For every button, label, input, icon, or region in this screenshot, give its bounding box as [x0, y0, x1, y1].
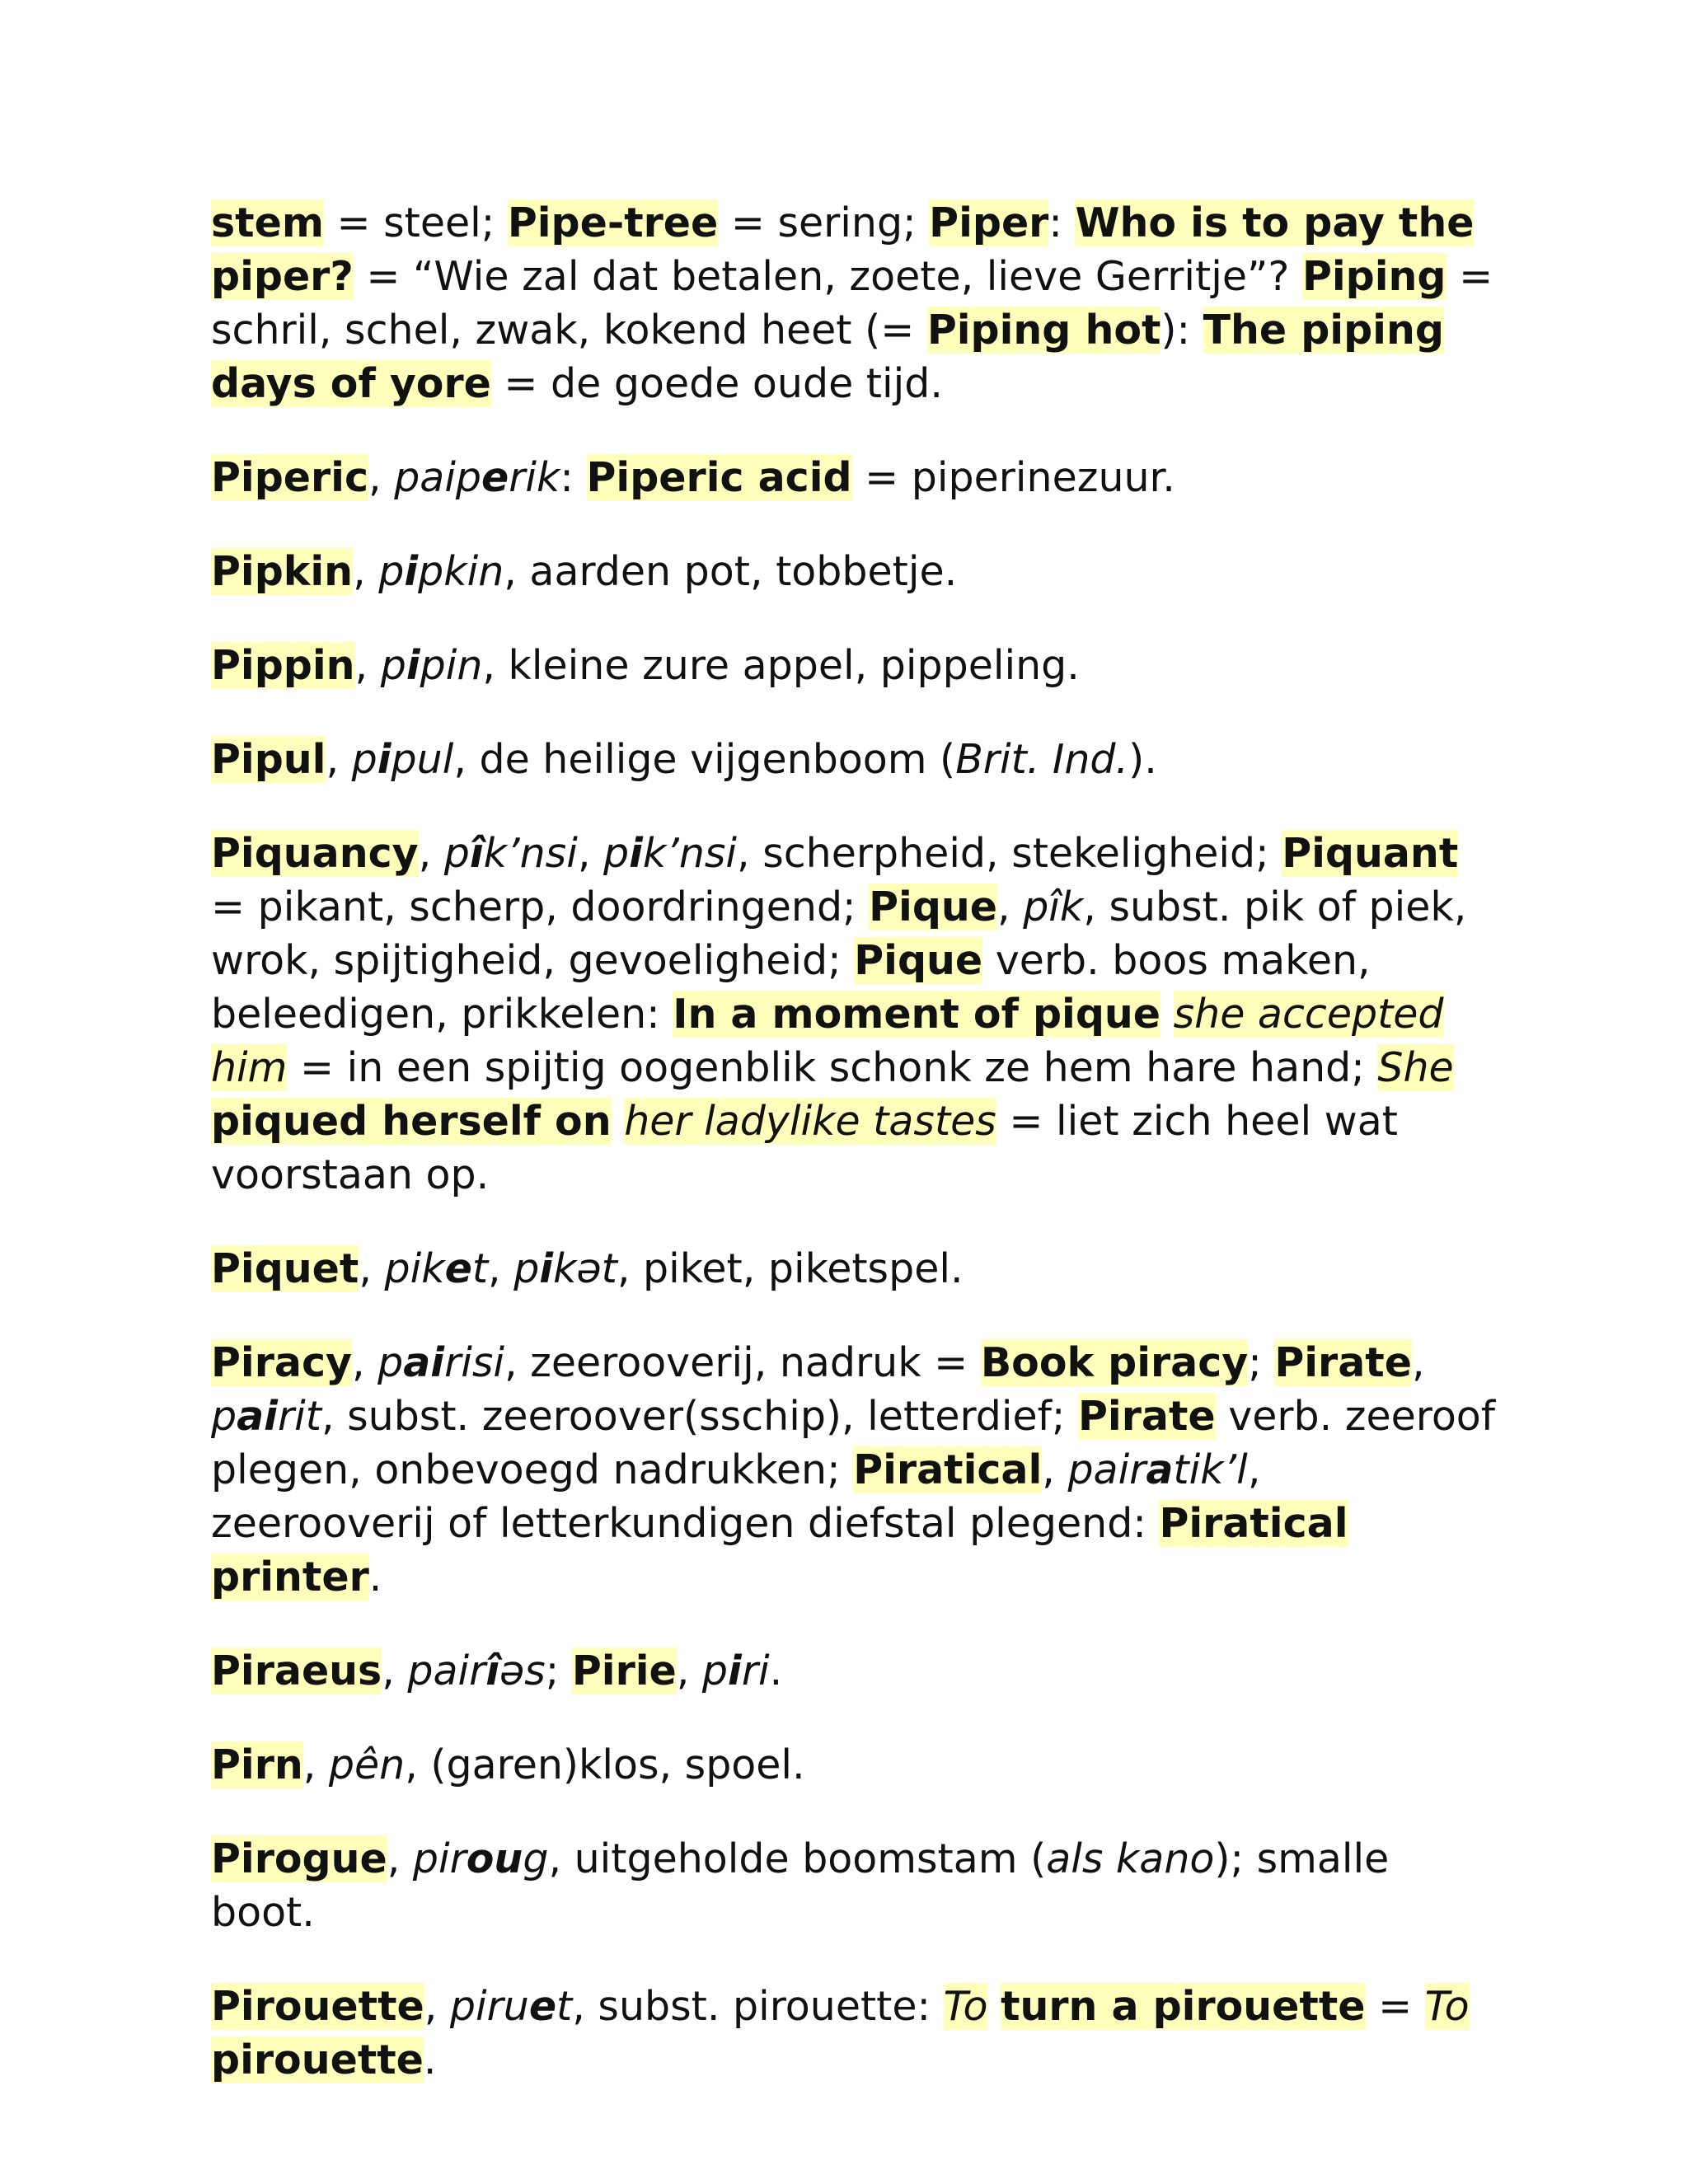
- pronunciation: risi: [444, 1339, 504, 1386]
- pronunciation: Brit. Ind.: [955, 736, 1129, 783]
- text-run: ,: [326, 736, 352, 783]
- text-run: , subst. pirouette:: [572, 1983, 944, 2030]
- headword: Book piracy: [980, 1339, 1249, 1386]
- headword: The piping days of yore: [211, 307, 1444, 407]
- text-run: = schril, schel, zwak, kokend heet (=: [211, 253, 1493, 354]
- pronunciation: əs: [499, 1647, 546, 1694]
- pronunciation: rit: [277, 1393, 321, 1440]
- entry-piquet: [211, 1242, 1497, 1296]
- text-run: ,: [368, 454, 395, 501]
- text-run: verb. zeeroof plegen, onbevoegd nadrukken;: [211, 1393, 1496, 1493]
- entry-piracy: [211, 1336, 1497, 1604]
- headword: Piquant: [1282, 830, 1459, 877]
- entry-pirouette: [211, 1980, 1497, 2087]
- text-run: , zeerooverij of letterkundigen diefstal plegend:: [211, 1446, 1261, 1547]
- pronunciation: ai: [403, 1339, 445, 1386]
- pronunciation: g: [523, 1835, 549, 1882]
- pronunciation: pik: [384, 1245, 445, 1292]
- pronunciation: p: [378, 548, 405, 595]
- headword: turn a pirouette: [1001, 1983, 1366, 2030]
- entry-pippin: [211, 639, 1497, 692]
- headword: Pirate: [1274, 1339, 1412, 1386]
- text-run: = pikant, scherp, doordringend;: [211, 883, 870, 930]
- entry-pipul: [211, 733, 1497, 786]
- headword: Piracy: [211, 1339, 352, 1386]
- text-run: ); smalle boot.: [211, 1835, 1390, 1936]
- headword: Pirn: [211, 1741, 303, 1788]
- pronunciation: i: [377, 736, 392, 783]
- text-run: , subst. zeeroover(sschip), letterdief;: [321, 1393, 1079, 1440]
- pronunciation: ou: [466, 1835, 523, 1882]
- example-italic: To: [943, 1983, 988, 2030]
- pronunciation: ri: [741, 1647, 770, 1694]
- text-run: , uitgeholde boomstam (: [548, 1835, 1047, 1882]
- text-run: [612, 1098, 625, 1145]
- pronunciation: e: [481, 454, 509, 501]
- text-run: ,: [577, 830, 603, 877]
- text-run: ,: [676, 1647, 702, 1694]
- headword: Piquet: [211, 1245, 359, 1292]
- entry-pipkin: [211, 545, 1497, 598]
- text-run: ).: [1128, 736, 1157, 783]
- pronunciation: i: [539, 1245, 554, 1292]
- pronunciation: e: [444, 1245, 472, 1292]
- pronunciation: piru: [449, 1983, 529, 2030]
- pronunciation: i: [404, 548, 419, 595]
- pronunciation: p: [701, 1647, 729, 1694]
- headword: Pipul: [211, 736, 326, 783]
- pronunciation: pir: [412, 1835, 467, 1882]
- text-run: ):: [1160, 307, 1203, 354]
- headword: Piraeus: [211, 1647, 382, 1694]
- text-run: [987, 1983, 1001, 2030]
- text-run: ,: [353, 548, 379, 595]
- headword: Piratical printer: [211, 1500, 1348, 1601]
- pronunciation: t: [556, 1983, 573, 2030]
- text-run: , scherpheid, stekeligheid;: [737, 830, 1282, 877]
- pronunciation: t: [471, 1245, 489, 1292]
- entry-piquancy: [211, 827, 1497, 1202]
- text-run: [1160, 991, 1174, 1038]
- headword: piqued herself on: [211, 1098, 612, 1145]
- pronunciation: i: [629, 830, 643, 877]
- text-run: ,: [302, 1741, 329, 1788]
- text-run: = “Wie zal dat betalen, zoete, lieve Gerritje”?: [353, 253, 1302, 300]
- entry-pirogue: [211, 1832, 1497, 1939]
- headword: Pirie: [571, 1647, 677, 1694]
- text-run: .: [368, 1554, 382, 1601]
- headword: Pirouette: [211, 1983, 424, 2030]
- text-run: ,: [387, 1835, 413, 1882]
- text-run: ,: [424, 1983, 450, 2030]
- pronunciation: p: [380, 642, 406, 689]
- text-run: ,: [354, 642, 381, 689]
- pronunciation: pkin: [418, 548, 504, 595]
- entry-piraeus: [211, 1644, 1497, 1698]
- headword: Piperic acid: [586, 454, 852, 501]
- pronunciation: ai: [237, 1393, 278, 1440]
- pronunciation: pair: [407, 1647, 486, 1694]
- pronunciation: i: [406, 642, 420, 689]
- pronunciation: pîk: [1023, 883, 1084, 930]
- text-run: .: [423, 2036, 437, 2083]
- pronunciation: pên: [328, 1741, 406, 1788]
- example-italic: she accepted him: [211, 991, 1444, 1091]
- entry-piperic: [211, 451, 1497, 504]
- dictionary-page: [211, 196, 1497, 2127]
- text-run: ,: [359, 1245, 385, 1292]
- text-run: , piket, piketspel.: [617, 1245, 964, 1292]
- text-run: verb. boos maken, beleedigen, prikkelen:: [211, 937, 1371, 1038]
- text-run: =: [1365, 1983, 1425, 2030]
- example-italic: To: [1424, 1983, 1470, 2030]
- text-run: ,: [418, 830, 444, 877]
- pronunciation: rik: [509, 454, 560, 501]
- headword: Who is to pay the piper?: [211, 199, 1475, 300]
- pronunciation: pin: [420, 642, 483, 689]
- headword: Pique: [869, 883, 998, 930]
- headword: pirouette: [211, 2036, 424, 2083]
- headword: stem: [211, 199, 324, 246]
- text-run: , zeerooverij, nadruk =: [504, 1339, 981, 1386]
- pronunciation: p: [351, 736, 377, 783]
- text-run: , kleine zure appel, pippeling.: [482, 642, 1080, 689]
- pronunciation: i: [728, 1647, 742, 1694]
- pronunciation: î: [485, 1647, 500, 1694]
- text-run: , subst. pik of piek, wrok, spijtigheid, gevoeligheid;: [211, 883, 1467, 984]
- text-run: ,: [1411, 1339, 1425, 1386]
- example-italic: her ladylike tastes: [624, 1098, 996, 1145]
- pronunciation: p: [513, 1245, 540, 1292]
- headword: Piratical: [853, 1446, 1043, 1493]
- headword: Pirogue: [211, 1835, 387, 1882]
- text-run: = steel;: [323, 199, 508, 246]
- text-run: ,: [488, 1245, 514, 1292]
- entry-pipe-stem: [211, 196, 1497, 410]
- pronunciation: a: [1146, 1446, 1174, 1493]
- headword: Pippin: [211, 642, 355, 689]
- text-run: ;: [1248, 1339, 1275, 1386]
- text-run: ,: [1042, 1446, 1068, 1493]
- pronunciation: k’nsi: [483, 830, 578, 877]
- text-run: = sering;: [718, 199, 930, 246]
- pronunciation: kət: [553, 1245, 617, 1292]
- pronunciation: k’nsi: [642, 830, 738, 877]
- headword: Pipkin: [211, 548, 354, 595]
- text-run: ,: [351, 1339, 378, 1386]
- text-run: = liet zich heel wat voorstaan op.: [211, 1098, 1398, 1198]
- text-run: , aarden pot, tobbetje.: [504, 548, 958, 595]
- text-run: = piperinezuur.: [851, 454, 1175, 501]
- pronunciation: p: [603, 830, 630, 877]
- text-run: = de goede oude tijd.: [490, 360, 943, 407]
- text-run: :: [560, 454, 587, 501]
- pronunciation: pul: [391, 736, 454, 783]
- pronunciation: p: [443, 830, 470, 877]
- headword: Piping: [1301, 253, 1447, 300]
- pronunciation: p: [211, 1393, 237, 1440]
- example-italic: She: [1377, 1044, 1454, 1091]
- text-run: = in een spijtig oogenblik schonk ze hem hare hand;: [287, 1044, 1378, 1091]
- pronunciation: e: [528, 1983, 557, 2030]
- pronunciation: pair: [1067, 1446, 1146, 1493]
- text-run: :: [1048, 199, 1076, 246]
- headword: Piper: [929, 199, 1049, 246]
- text-run: , de heilige vijgenboom (: [453, 736, 956, 783]
- text-run: ;: [545, 1647, 572, 1694]
- headword: Pirate: [1078, 1393, 1216, 1440]
- text-run: ,: [382, 1647, 408, 1694]
- headword: Piperic: [211, 454, 369, 501]
- entry-pirn: [211, 1738, 1497, 1792]
- pronunciation: î: [469, 830, 484, 877]
- headword: Piquancy: [211, 830, 419, 877]
- headword: Pipe-tree: [507, 199, 719, 246]
- headword: Pique: [854, 937, 983, 984]
- text-run: ,: [997, 883, 1024, 930]
- headword: In a moment of pique: [673, 991, 1161, 1038]
- headword: Piping hot: [926, 307, 1161, 354]
- pronunciation: p: [377, 1339, 404, 1386]
- text-run: .: [769, 1647, 783, 1694]
- text-run: , (garen)klos, spoel.: [405, 1741, 805, 1788]
- pronunciation: tik’l: [1173, 1446, 1248, 1493]
- pronunciation: als kano: [1046, 1835, 1215, 1882]
- pronunciation: paip: [394, 454, 482, 501]
